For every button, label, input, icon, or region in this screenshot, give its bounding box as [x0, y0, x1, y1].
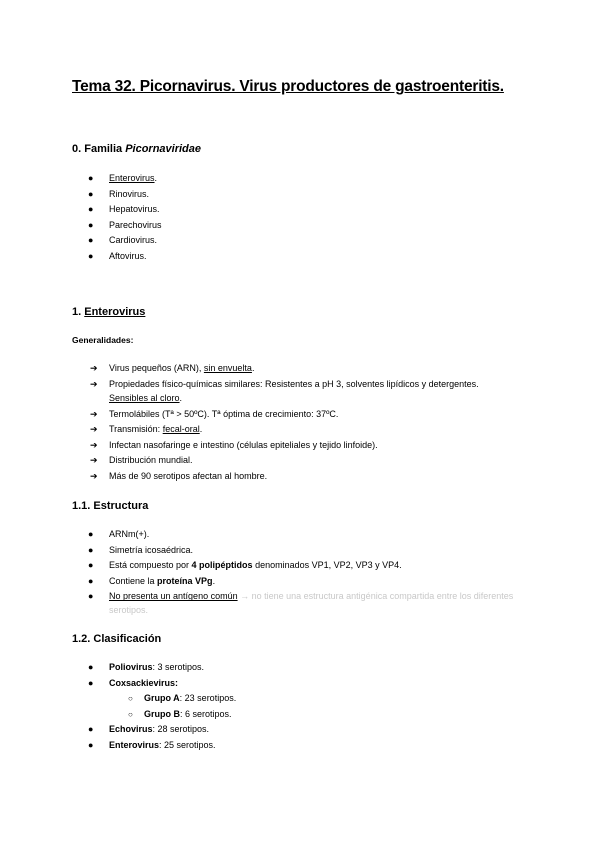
- section-0-heading: 0. Familia Picornaviridae: [72, 143, 202, 155]
- arrow-icon: ➔: [90, 470, 98, 481]
- arrow-icon: ➔: [90, 378, 98, 389]
- generalidades-subheading: Generalidades:: [72, 335, 134, 345]
- list-item: ● Enterovirus: 25 serotipos.: [72, 738, 532, 754]
- list-item: ➔ Propiedades físico-químicas similares: Resistentes a pH 3, solventes lipídicos y detergentes. Sensibles al cloro.: [90, 378, 479, 403]
- arrow-icon: ➔: [90, 424, 98, 435]
- arrow-icon: ➔: [90, 439, 98, 450]
- bullet-icon: ●: [88, 235, 94, 246]
- bullet-icon: ●: [88, 560, 94, 571]
- list-item: ○ Grupo B: 6 serotipos.: [72, 707, 532, 723]
- section-1-2-heading: 1.2. Clasificación: [72, 633, 162, 645]
- list-item: ➔ Termolábiles (Tª > 50ºC). Tª óptima de crecimiento: 37ºC.: [72, 407, 532, 423]
- bullet-icon: ●: [88, 529, 94, 539]
- list-item: ● Hepatovirus.: [72, 202, 532, 218]
- section-1-1-heading: 1.1. Estructura: [72, 500, 149, 512]
- list-item: ● Poliovirus: 3 serotipos.: [72, 660, 532, 676]
- list-item: ● Está compuesto por 4 polipéptidos denominados VP1, VP2, VP3 y VP4.: [72, 558, 532, 574]
- list-item: ● Enterovirus.: [72, 171, 532, 187]
- list-item: ➔ Virus pequeños (ARN), sin envuelta.: [72, 361, 532, 377]
- list-item: ● Cardiovirus.: [72, 233, 532, 249]
- section-0-list: [72, 171, 532, 265]
- bullet-icon: ●: [88, 677, 94, 688]
- bullet-icon: ●: [88, 591, 94, 602]
- section-1-1-list: [72, 527, 532, 617]
- bullet-icon: ●: [88, 575, 94, 586]
- list-item: ● Echovirus: 28 serotipos.: [72, 722, 532, 738]
- list-item: ➔ Más de 90 serotipos afectan al hombre.: [72, 469, 532, 485]
- bullet-icon: ●: [88, 724, 94, 735]
- list-item: ● No presenta un antígeno común → no tiene una estructura antigénica compartida entre los diferentes serotipos.: [88, 591, 514, 616]
- bullet-icon: ●: [88, 544, 94, 555]
- arrow-icon: ➔: [90, 408, 98, 419]
- list-item: ● Coxsackievirus:: [72, 676, 532, 692]
- bullet-icon: ●: [88, 662, 94, 672]
- section-1-2-list: [72, 660, 532, 754]
- list-item: ➔ Transmisión: fecal-oral.: [72, 422, 532, 438]
- bullet-icon: ●: [88, 739, 94, 750]
- list-item: ➔ Infectan nasofaringe e intestino (células epiteliales y tejido linfoide).: [72, 438, 532, 454]
- list-item: ● ARNm(+).: [72, 527, 532, 543]
- list-item: ● Simetría icosaédrica.: [72, 543, 532, 559]
- bullet-icon: ●: [88, 173, 94, 183]
- list-item: ● Rinovirus.: [72, 187, 532, 203]
- list-item: ➔ Distribución mundial.: [72, 453, 532, 469]
- circle-bullet-icon: ○: [128, 694, 133, 704]
- bullet-icon: ●: [88, 219, 94, 230]
- list-item: ● Aftovirus.: [72, 249, 532, 265]
- arrow-icon: ➔: [90, 455, 98, 466]
- section-1-heading: 1. Enterovirus: [72, 306, 146, 318]
- bullet-icon: ●: [88, 188, 94, 199]
- arrow-icon: ➔: [90, 363, 98, 373]
- bullet-icon: ●: [88, 250, 94, 261]
- circle-bullet-icon: ○: [128, 709, 133, 719]
- page-title: Tema 32. Picornavirus. Virus productores de gastroenteritis.: [72, 78, 504, 95]
- bullet-icon: ●: [88, 204, 94, 215]
- list-item: ○ Grupo A: 23 serotipos.: [72, 691, 532, 707]
- section-1-list: [72, 361, 532, 485]
- list-item: ● Contiene la proteína VPg.: [72, 574, 532, 590]
- list-item: ● Parechovirus: [72, 218, 532, 234]
